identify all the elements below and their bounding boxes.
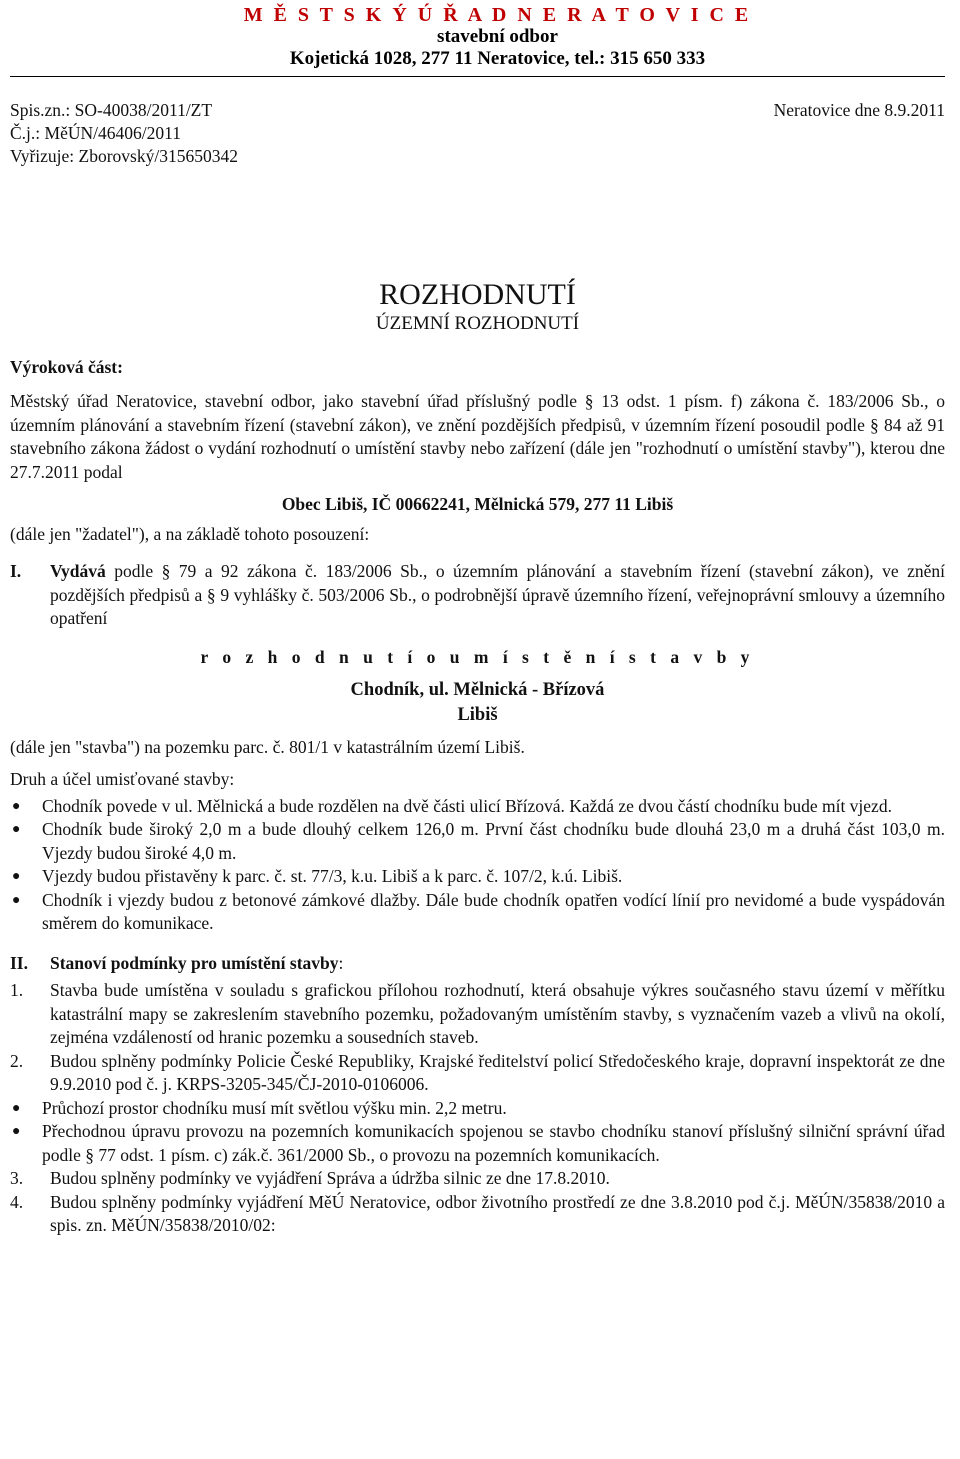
bullet-icon: ● bbox=[12, 869, 21, 884]
bullet-icon: ● bbox=[12, 892, 21, 908]
list-item: ● Chodník i vjezdy budou z betonové zámkové dlažby. Dále bude chodník opatřen vodící línií pro nevidomé a bude vyspádován směrem do komunikace. bbox=[10, 889, 945, 936]
bullet-icon: ● bbox=[12, 1100, 21, 1116]
section-1-body: podle § 79 a 92 zákona č. 183/2006 Sb., o územním plánování a stavebním řízení (stavební zákon), ve znění pozdějších předpisů a § 9 vyhlášky č. 503/2006 Sb., o podrobnější úpravě územního řízení, veřejnoprávní smlouvy a územního opatření bbox=[50, 561, 945, 628]
condition-2-sublist bbox=[10, 1097, 945, 1168]
purpose-heading: Druh a účel umisťované stavby: bbox=[10, 768, 235, 789]
document-title bbox=[10, 278, 945, 336]
section-1-number: I. bbox=[10, 561, 22, 581]
list-item: ● Chodník povede v ul. Mělnická a bude rozdělen na dvě části ulicí Břízová. Každá ze dvou částí chodníku bude mít vjezd. bbox=[10, 795, 945, 819]
decision-label: r o z h o d n u t í o u m í s t ě n í s t a v b y bbox=[200, 646, 755, 667]
applicant-note: (dále jen "žadatel"), a na základě tohoto posouzení: bbox=[10, 524, 370, 544]
section-2-number: II. bbox=[10, 952, 28, 973]
office-address: Kojetická 1028, 277 11 Neratovice, tel.: 315 650 333 bbox=[289, 48, 706, 69]
handled-by: Vyřizuje: Zborovský/315650342 bbox=[10, 146, 238, 166]
condition-item: 3. Budou splněny podmínky ve vyjádření Správa a údržba silnic ze dne 17.8.2010. bbox=[10, 1168, 610, 1188]
section-1 bbox=[10, 560, 945, 631]
list-item: ● Chodník bude široký 2,0 m a bude dlouhý celkem 126,0 m. První část chodníku bude dlouhá 23,0 m a druhá část 103,0 m. Vjezdy budou široké 4,0 m. bbox=[10, 818, 945, 865]
condition-item: 1. Stavba bude umístěna v souladu s grafickou přílohou rozhodnutí, která obsahuje výkres současného stavu území v měřítku katastrální mapy se zakreslením stavebního pozemku, požadovaným umístěním stavby, s vyznačením vazeb a vlivů na okolí, zejména vzdáleností od hranic pozemku a sousedních staveb. bbox=[10, 980, 945, 1047]
list-item: ● Průchozí prostor chodníku musí mít světlou výšku min. 2,2 metru. bbox=[10, 1097, 945, 1121]
applicant: Obec Libiš, IČ 00662241, Mělnická 579, 277 11 Libiš bbox=[281, 494, 674, 514]
reference-number: Č.j.: MěÚN/46406/2011 bbox=[10, 123, 181, 143]
bullet-icon: ● bbox=[12, 1124, 21, 1139]
document-page bbox=[10, 0, 945, 1238]
verdict-intro: Městský úřad Neratovice, stavební odbor, jako stavební úřad příslušný podle § 13 odst. 1 písm. f) zákona č. 183/2006 Sb., o územním plánování a stavebním řízení (stavební zákon), ve znění pozdějších předpisů, v územním řízení posoudil podle § 84 až 91 stavebního zákona žádost o vydání rozhodnutí o umístění stavby nebo zařízení (dále jen "rozhodnutí o umístění stavby"), kterou dne 27.7.2011 podal bbox=[10, 391, 945, 482]
section-1-text bbox=[50, 560, 945, 631]
title-main: ROZHODNUTÍ bbox=[379, 278, 576, 311]
document-date: Neratovice dne 8.9.2011 bbox=[773, 100, 945, 120]
section-1-lead: Vydává bbox=[50, 561, 106, 581]
section-2-title: Stanoví podmínky pro umístění stavby bbox=[50, 952, 339, 973]
letterhead bbox=[50, 0, 945, 70]
building-name: Chodník, ul. Mělnická - Břízová bbox=[350, 679, 605, 700]
parcel-note: (dále jen "stavba") na pozemku parc. č. 801/1 v katastrálním území Libiš. bbox=[10, 736, 525, 757]
bullet-icon: ● bbox=[12, 822, 21, 837]
purpose-list bbox=[10, 795, 945, 936]
condition-item: 4. Budou splněny podmínky vyjádření MěÚ Neratovice, odbor životního prostředí ze dne 3.8.2010 pod č.j. MěÚN/35838/2010 a spis. zn. MěÚN/35838/2010/02: bbox=[10, 1191, 945, 1235]
bullet-icon: ● bbox=[12, 798, 21, 814]
conditions-list bbox=[10, 979, 945, 1238]
list-item: ● Vjezdy budou přistavěny k parc. č. st. 77/3, k.u. Libiš a k parc. č. 107/2, k.ú. Libiš. bbox=[10, 865, 945, 889]
condition-item: 2. Budou splněny podmínky Policie České Republiky, Krajské ředitelství policí Středočeského kraje, dopravní inspektorát ze dne 9.9.2010 pod č. j. KRPS-3205-345/ČJ-2010-0106006. bbox=[10, 1050, 945, 1094]
file-number: Spis.zn.: SO-40038/2011/ZT bbox=[10, 100, 213, 120]
building-place: Libiš bbox=[457, 704, 498, 725]
office-name: M Ě S T S K Ý Ú Ř A D N E R A T O V I C E bbox=[243, 4, 752, 26]
verdict-heading: Výroková část: bbox=[10, 357, 123, 377]
list-item: ● Přechodnou úpravu provozu na pozemních komunikacích spojenou se stavbo chodníku stanoví příslušný silniční správní úřad podle § 77 odst. 1 písm. c) zák.č. 361/2000 Sb., o provozu na pozemních komunikacích. bbox=[10, 1120, 945, 1167]
header-divider bbox=[10, 76, 945, 77]
title-sub: ÚZEMNÍ ROZHODNUTÍ bbox=[375, 313, 580, 334]
department-name: stavební odbor bbox=[437, 26, 558, 47]
section-2-heading: II. Stanoví podmínky pro umístění stavby: bbox=[10, 952, 945, 976]
reference-block bbox=[10, 99, 945, 168]
